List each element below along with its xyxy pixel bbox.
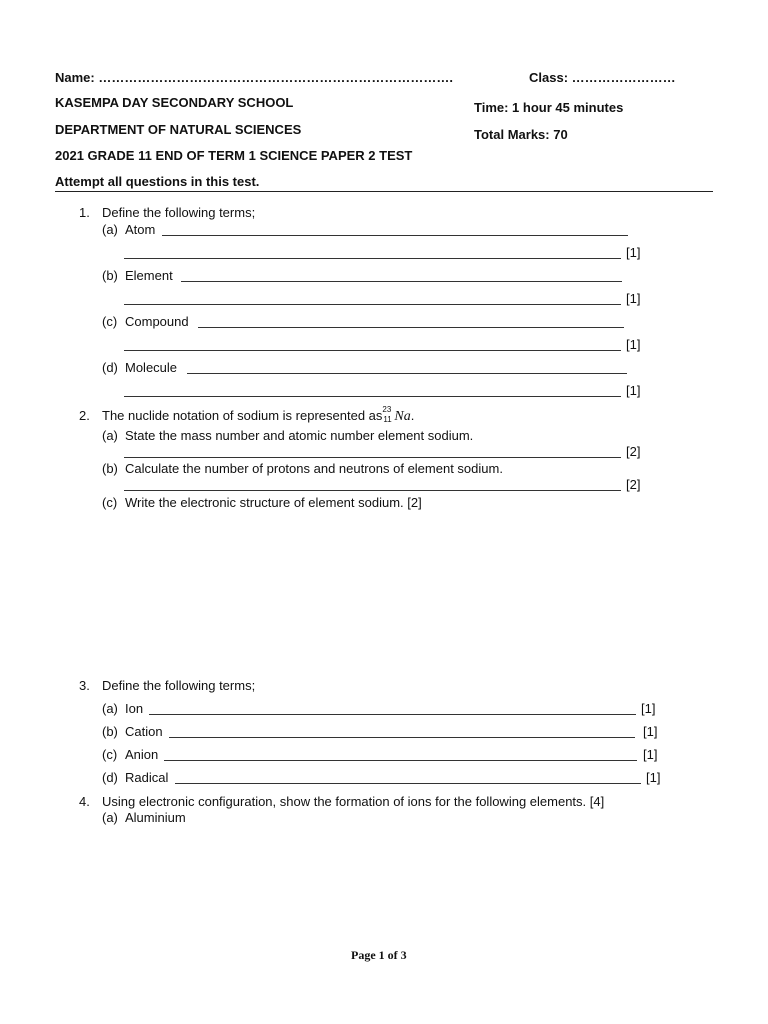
q2a-answer-line[interactable] xyxy=(124,457,621,458)
q4-number: 4. xyxy=(79,794,90,809)
q1-stem: Define the following terms; xyxy=(102,205,256,220)
header-divider xyxy=(55,191,713,192)
q1a-term: Atom xyxy=(125,222,156,237)
total-marks: Total Marks: 70 xyxy=(474,127,568,142)
q3d-answer-line[interactable] xyxy=(175,783,641,784)
q1d-answer-line-2[interactable] xyxy=(124,396,621,397)
q2-stem: The nuclide notation of sodium is represented as xyxy=(102,408,383,423)
q3d-label: (d) xyxy=(102,770,118,785)
q1b-answer-line-2[interactable] xyxy=(124,304,621,305)
q3b-answer-line[interactable] xyxy=(169,737,635,738)
q2c-label: (c) xyxy=(102,495,118,510)
q1a-answer-line-2[interactable] xyxy=(124,258,621,259)
q2c-text: Write the electronic structure of element sodium. [2] xyxy=(125,495,422,510)
time-allowed: Time: 1 hour 45 minutes xyxy=(474,100,624,115)
instruction: Attempt all questions in this test. xyxy=(55,174,260,189)
q4a-label: (a) xyxy=(102,810,118,825)
q2-number: 2. xyxy=(79,408,90,423)
q1b-mark: [1] xyxy=(626,291,641,306)
q1a-answer-line-1[interactable] xyxy=(162,235,628,236)
q1a-mark: [1] xyxy=(626,245,641,260)
q2b-label: (b) xyxy=(102,461,118,476)
q3b-term: Cation xyxy=(125,724,163,739)
q3-stem: Define the following terms; xyxy=(102,678,256,693)
q2a-label: (a) xyxy=(102,428,118,443)
nuclide-notation xyxy=(382,405,394,425)
q1d-label: (d) xyxy=(102,360,118,375)
name-field-label: Name: ………………………………………………………………………. xyxy=(55,70,453,85)
page-prefix: Page xyxy=(351,948,379,962)
q1c-label: (c) xyxy=(102,314,118,329)
q3d-term: Radical xyxy=(125,770,169,785)
department-name: DEPARTMENT OF NATURAL SCIENCES xyxy=(55,122,302,137)
nuclide-mass-number: 23 xyxy=(382,405,392,415)
q2b-text: Calculate the number of protons and neutrons of element sodium. xyxy=(125,461,503,476)
q3c-term: Anion xyxy=(125,747,159,762)
q2-stem-end: . xyxy=(410,408,415,423)
q1c-answer-line-2[interactable] xyxy=(124,350,621,351)
q3a-label: (a) xyxy=(102,701,118,716)
class-field-label: Class: …………………… xyxy=(529,70,676,85)
q2b-answer-line[interactable] xyxy=(124,490,621,491)
q3a-mark: [1] xyxy=(641,701,656,716)
q2a-text: State the mass number and atomic number element sodium. xyxy=(125,428,474,443)
q3d-mark: [1] xyxy=(646,770,661,785)
q1d-term: Molecule xyxy=(125,360,178,375)
page-of: of xyxy=(384,948,401,962)
q1a-label: (a) xyxy=(102,222,118,237)
q3c-mark: [1] xyxy=(643,747,658,762)
q2a-mark: [2] xyxy=(626,444,641,459)
q1c-mark: [1] xyxy=(626,337,641,352)
page-number xyxy=(351,948,407,963)
q2-stem-line xyxy=(102,405,415,425)
page-total: 3 xyxy=(400,948,407,962)
nuclide-atomic-number: 11 xyxy=(383,415,392,425)
q1b-term: Element xyxy=(125,268,173,283)
q3c-label: (c) xyxy=(102,747,118,762)
paper-title: 2021 GRADE 11 END OF TERM 1 SCIENCE PAPER 2 TEST xyxy=(55,148,413,163)
q3a-answer-line[interactable] xyxy=(149,714,636,715)
q1d-mark: [1] xyxy=(626,383,641,398)
q3b-label: (b) xyxy=(102,724,118,739)
nuclide-symbol: Na xyxy=(394,409,411,424)
q1-number: 1. xyxy=(79,205,90,220)
q1b-answer-line-1[interactable] xyxy=(181,281,622,282)
q1d-answer-line-1[interactable] xyxy=(187,373,627,374)
q1b-label: (b) xyxy=(102,268,118,283)
q3b-mark: [1] xyxy=(643,724,658,739)
q4a-term: Aluminium xyxy=(125,810,186,825)
q4-stem: Using electronic configuration, show the formation of ions for the following elements. [4] xyxy=(102,794,605,809)
school-name: KASEMPA DAY SECONDARY SCHOOL xyxy=(55,95,294,110)
page-current: 1 xyxy=(378,948,385,962)
q3a-term: Ion xyxy=(125,701,144,716)
q3-number: 3. xyxy=(79,678,90,693)
q1c-term: Compound xyxy=(125,314,189,329)
q2b-mark: [2] xyxy=(626,477,641,492)
q1c-answer-line-1[interactable] xyxy=(198,327,624,328)
q3c-answer-line[interactable] xyxy=(164,760,637,761)
